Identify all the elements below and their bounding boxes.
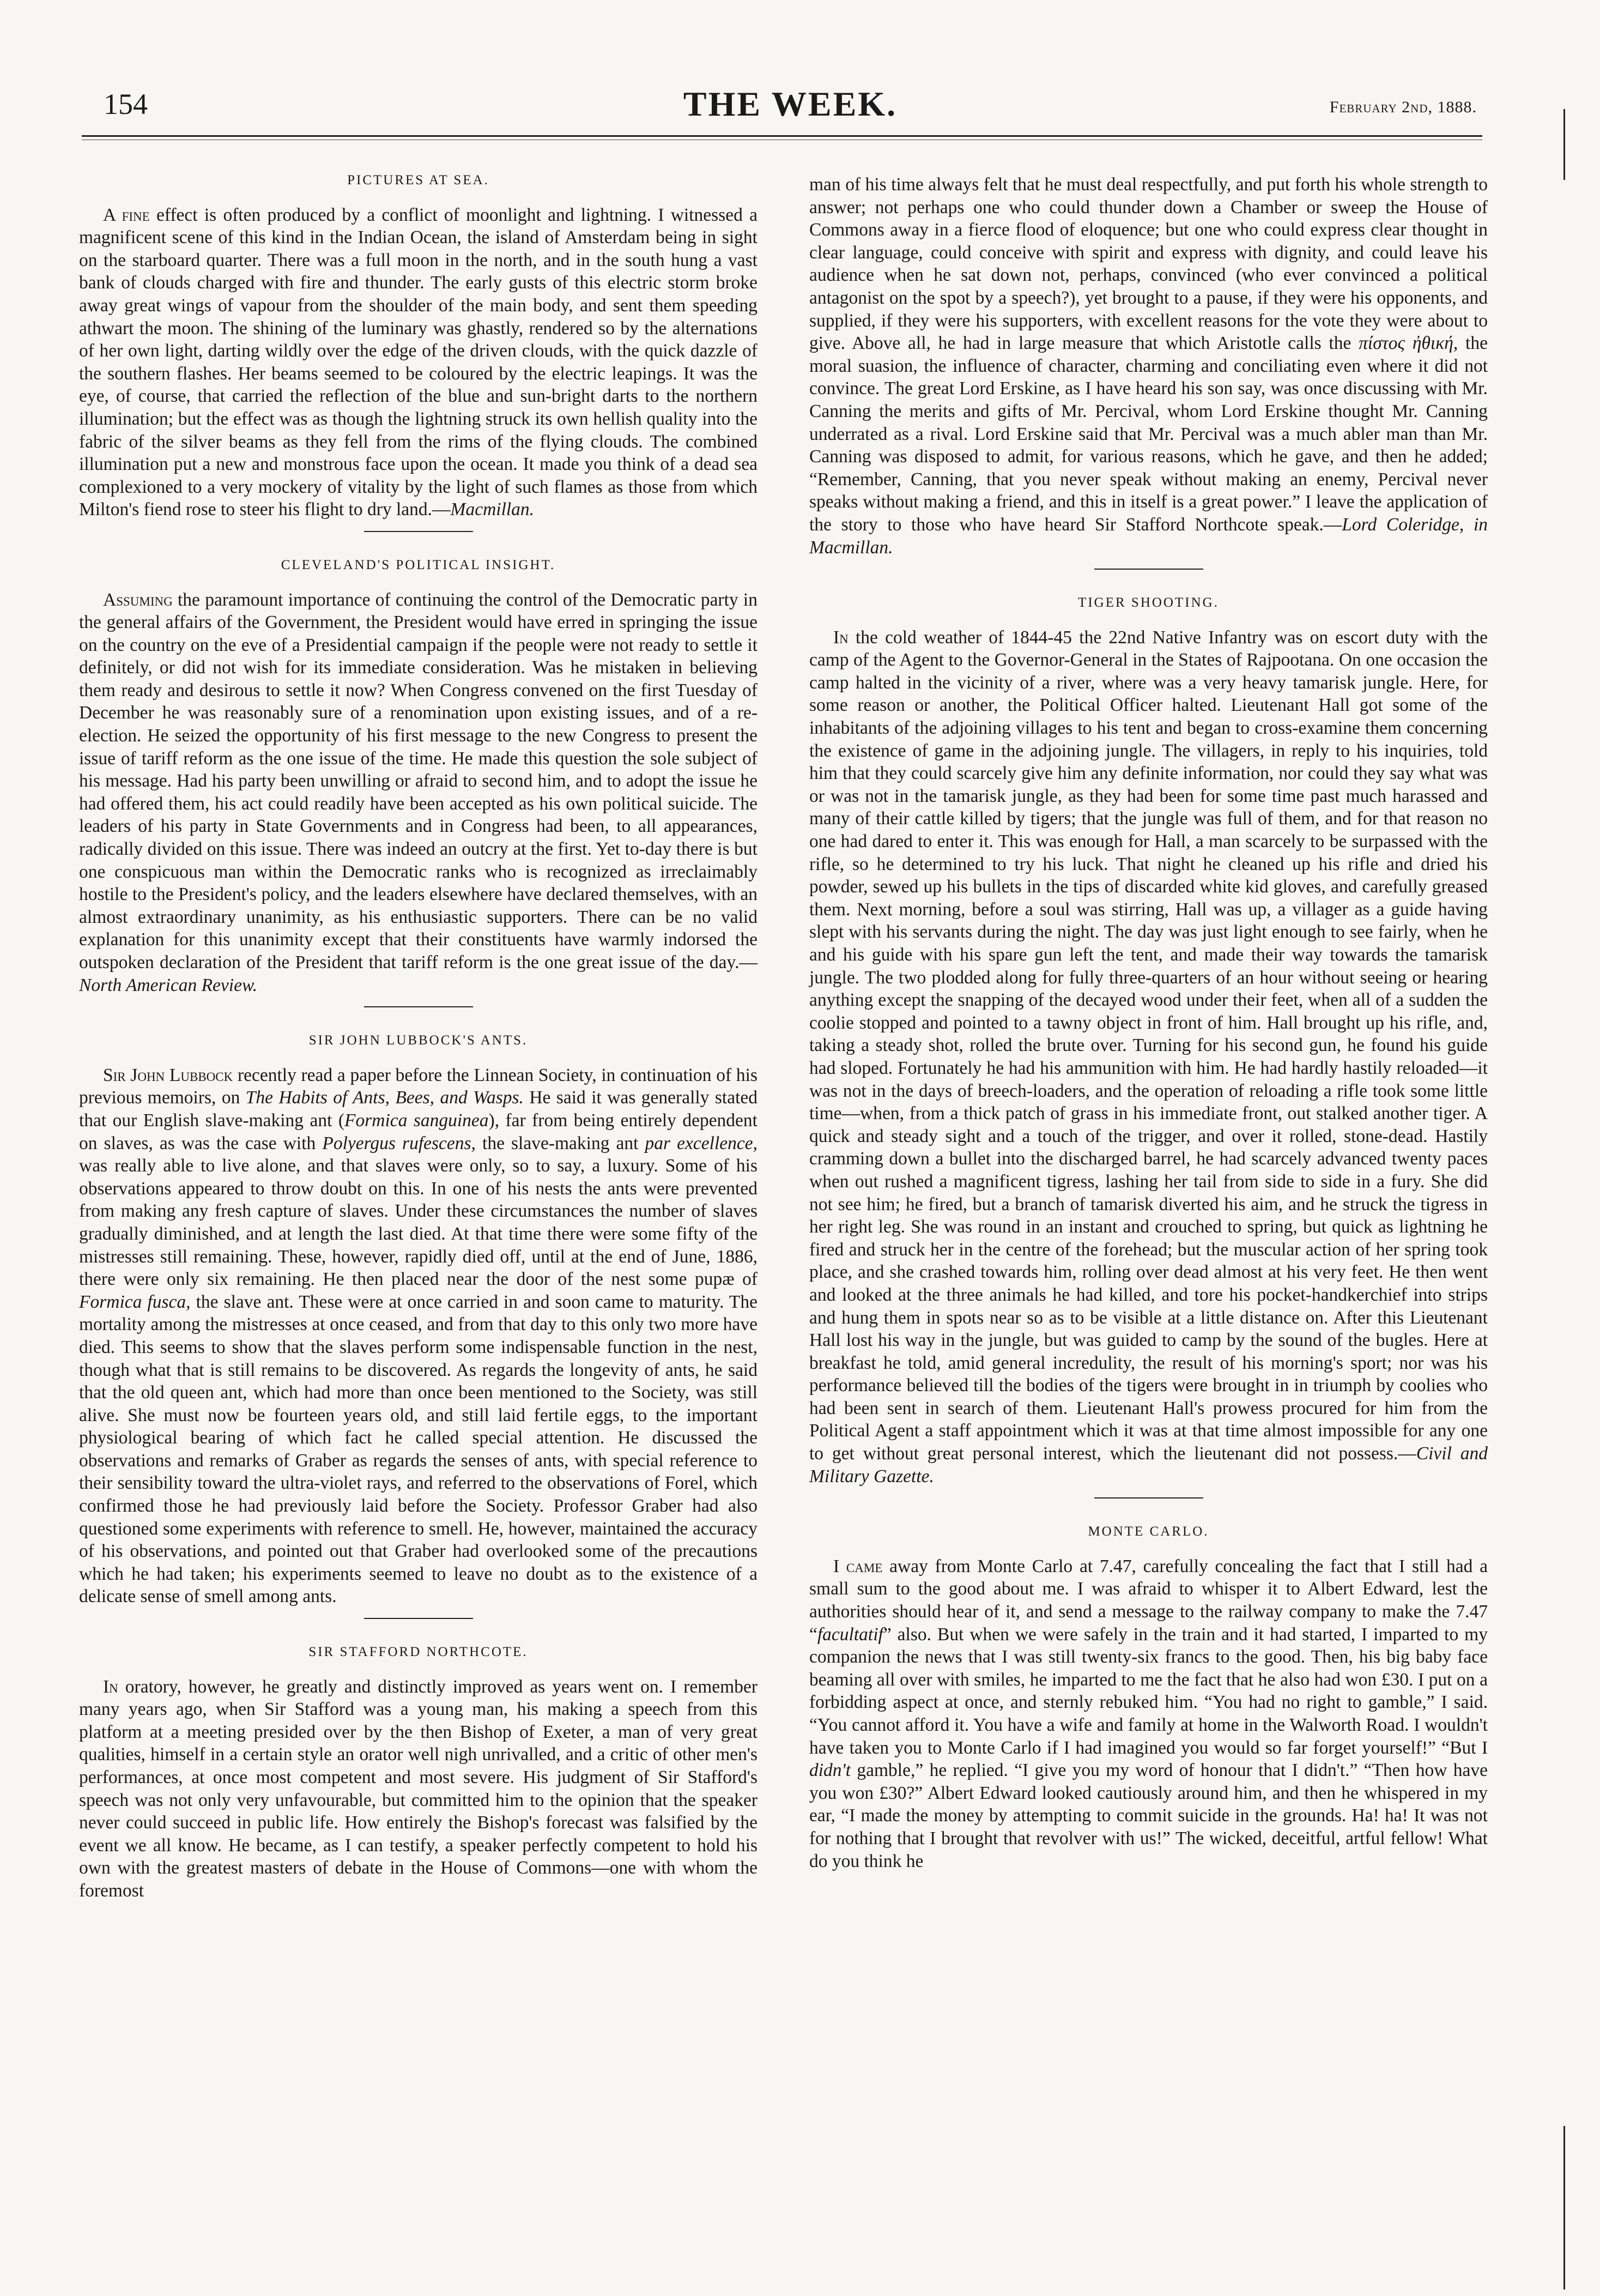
article-body	[79, 1064, 757, 1608]
article-lubbock	[79, 1029, 757, 1608]
italic-text: didn't	[809, 1760, 851, 1781]
source-citation: Lord Coleridge, in Macmillan.	[809, 514, 1488, 558]
page-header	[104, 82, 1477, 131]
italic-text: The Habits of Ants, Bees, and Wasps.	[245, 1087, 524, 1108]
article-separator	[364, 1006, 473, 1007]
article-body	[809, 173, 1488, 559]
article-title: CLEVELAND'S POLITICAL INSIGHT.	[281, 557, 556, 572]
body-text: He said it was generally stated that our English slave-making ant (	[79, 1087, 757, 1131]
source-citation: Civil and Military Gazette.	[809, 1443, 1488, 1487]
body-text: the moral suasion, the influence of character, charming and conciliating even where it did not convince. The great Lord Erskine, as I have heard his son say, was once discussing with Mr. Canning the merits and gifts of Mr. Percival, whom Lord Erskine thought Mr. Canning underrated as a rival. Lord Erskine said that Mr. Percival was a much abler man than Mr. Canning was disposed to admit, for various reasons, which he gave, and then he added; “Remember, Canning, that you never speak without making an enemy, Percival never speaks without making a friend, and this in itself is a great power.” I leave the application of the story to those who have heard Sir Stafford Northcote speak.—	[809, 333, 1488, 535]
lead-words: A fine	[103, 204, 150, 225]
greek-text: πίστος ἠθική,	[1359, 333, 1458, 354]
article-separator	[364, 1618, 473, 1619]
article-separator	[1094, 1497, 1203, 1499]
article-title: SIR JOHN LUBBOCK'S ANTS.	[308, 1033, 528, 1048]
italic-text: par excellence,	[645, 1133, 757, 1153]
page-edge-mark	[1563, 2126, 1565, 2289]
lead-words: I came	[833, 1556, 883, 1576]
body-text: the slave-making ant	[475, 1133, 645, 1153]
article-northcote	[79, 1641, 757, 1902]
body-text: man of his time always felt that he must deal respectfully, and put forth his whole strength to answer; not perhaps one who could thunder down a Chamber or sweep the House of Commons away in a fierce flood of eloquence; but one who could express clear thought in clear language, could conceive with spirit and express with dignity, and could leave his audience when he sat down not, perhaps, convinced (who ever convinced a political antagonist on the spot by a speech?), yet brought to a pause, if they were his opponents, and supplied, if they were his supporters, with excellent reasons for the vote they were about to give. Above all, he had in large measure that which Aristotle calls the	[809, 174, 1488, 354]
source-citation: Macmillan.	[450, 499, 535, 520]
article-body	[809, 1555, 1488, 1872]
body-text: away from Monte Carlo at 7.47, carefully concealing the fact that I still had a small sum to the good about me. I was afraid to whisper it to Albert Edward, lest the authorities should hear of it, and send a message to the railway company to make the 7.47 “	[809, 1556, 1488, 1645]
lead-words: Sir John Lubbock	[103, 1065, 233, 1085]
article-tiger-shooting	[809, 591, 1488, 1488]
body-text: was really able to live alone, and that slaves were only, so to say, a luxury. Some of his observations appeared to throw doubt on this. In one of his nests the ants were prevented from making any fresh capture of slaves. Under these circumstances the number of slaves gradually diminished, and at length the last died. At that time there were some fifty of the mistresses still remaining. These, however, rapidly died off, until at the end of June, 1886, there were only six remaining. He then placed near the door of the nest some pupæ of	[79, 1156, 757, 1290]
lead-words: Assuming	[103, 589, 173, 610]
body-text: gamble,” he replied. “I give you my word of honour that I didn't.” “Then how have you won £30?” Albert Edward looked cautiously around him, and then he whispered in my ear, “I made the money by attempting to commit suicide in the grounds. Ha! ha! It was not for nothing that I brought that revolver with us!” The wicked, deceitful, artful fellow! What do you think he	[809, 1760, 1488, 1871]
body-text: ), far from being entirely dependent on slaves, as was the case with	[79, 1110, 757, 1153]
header-rule	[82, 135, 1482, 137]
article-monte-carlo	[809, 1520, 1488, 1872]
article-title: PICTURES AT SEA.	[347, 173, 489, 188]
body-text: the cold weather of 1844-45 the 22nd Native Infantry was on escort duty with the camp of the Agent to the Governor-General in the States of Rajpootana. On one occasion the camp halted in the vicinity of a river, where was a very heavy tamarisk jungle. Here, for some reason or another, the Political Officer halted. Lieutenant Hall got some of the inhabitants of the adjoining villages to his tent and began to cross-examine them concerning the existence of game in the adjoining jungle. The villagers, in reply to his inquiries, told him that they could scarcely give him any definite information, nor could they say what was or was not in the tamarisk jungle, as they had been for some time past much harassed and many of their cattle killed by tigers; that the jungle was full of them, and for that reason no one had dared to enter it. This was enough for Hall, a man scarcely to be surpassed with the rifle, so he determined to try his luck. That night he cleaned up his rifle and dried his powder, sewed up his bullets in the tips of discarded white kid gloves, and carefully greased them. Next morning, before a soul was stirring, Hall was up, a villager as a guide having slept with his servants during the night. The day was just light enough to see fairly, when he and his guide with his spare gun left the tent, and made their way towards the tamarisk jungle. The two plodded along for fully three-quarters of an hour without seeing or hearing anything except the snapping of the decayed wood under their feet, when all of a sudden the coolie stopped and pointed to a tawny object in front of him. Hall brought up his rifle, and, taking a steady shot, rolled the brute over. Turning for his second gun, he found his guide had sloped. Fortunately he had his ammunition with him. He had hardly hastily reloaded—it was not in the days of breech-loaders, and the operation of reloading a rifle took some little time—when, from a thick patch of grass in his immediate front, out stalked another tiger. A quick and steady sight and a touch of the trigger, and over it rolled, stone-dead. Hastily cramming down a bullet into the discharged barrel, he had scarcely advanced twenty paces when out rushed a magnificent tigress, lashing her tail from side to side in a fury. She did not see him; he fired, but a branch of tamarisk diverted his aim, and he struck the tigress in her right leg. She was round in an instant and crouched to spring, but quick as lightning he fired and struck her in the centre of the forehead; but the muscular action of her spring took place, and she crashed towards him, rolling over dead almost at his very feet. He then went and looked at the three animals he had killed, and tore his pocket-handkerchief into strips and hung them in spots near so as to be visible at a little distance on. After this Lieutenant Hall lost his way in the jungle, but was guided to camp by the sound of the bugles. Here at breakfast he told, amid general incredulity, the result of his morning's sport; nor was his performance believed till the bodies of the tigers were brought in in triumph by coolies who had been sent in search of them. Lieutenant Hall's prowess procured for him from the Political Agent a staff appointment which it was at that time almost impossible for any one to get without great personal interest, which the lieutenant did not possess.—	[809, 627, 1488, 1464]
body-text: ” also. But when we were safely in the train and it had started, I imparted to my companion the news that I was still twenty-six francs to the good. Then, his big baby face beaming all over with smiles, he imparted to me the fact that he also had won £30. I put on a forbidding aspect at once, and sternly rebuked him. “You had no right to gamble,” I said. “You cannot afford it. You have a wife and family at home in the Walworth Road. I wouldn't have taken you to Monte Carlo if I had imagined you would so far forget yourself!” “But I	[809, 1624, 1488, 1758]
issue-date: February 2nd, 1888.	[1329, 98, 1477, 116]
right-column	[809, 173, 1488, 1872]
body-text: effect is often produced by a conflict of moonlight and lightning. I witnessed a magnificent scene of this kind in the Indian Ocean, the island of Amsterdam being in sight on the starboard quarter. There was a full moon in the north, and in the south hung a vast bank of clouds charged with fire and thunder. The early gusts of this electric storm broke away great wings of vapour from the shoulder of the main body, and sent them speeding athwart the moon. The shining of the luminary was ghastly, rendered so by the alternations of her own light, darting wildly over the edge of the driven clouds, with the quick dazzle of the southern flashes. Her beams seemed to be coloured by the electric leapings. It was the eye, of course, that carried the reflection of the blue and sun-bright darts to the northern illumination; but the effect was as though the lightning struck its own hellish quality into the fabric of the silver beams as they fell from the rims of the flying clouds. The combined illumination put a new and monstrous face upon the ocean. It made you think of a dead sea complexioned to a very mockery of vitality by the light of such flames as those from which Milton's fiend rose to steer his flight to dry land.—	[79, 204, 757, 520]
left-column	[79, 158, 757, 1902]
page-number: 154	[104, 88, 148, 120]
body-text: oratory, however, he greatly and distinctly improved as years went on. I remember many years ago, when Sir Stafford was a young man, his making a speech from this platform at a meeting presided over by the then Bishop of Exeter, a man of very great qualities, himself in a certain style an orator well nigh unrivalled, and a critic of other men's performances, at once most competent and most severe. His judgment of Sir Stafford's speech was not only very unfavourable, but committed him to the opinion that the speaker never could succeed in public life. How entirely the Bishop's forecast was falsified by the event we all know. He became, as I can testify, a speaker perfectly competent to hold his own with the greatest masters of debate in the House of Commons—one with whom the foremost	[79, 1676, 757, 1901]
body-text: recently read a paper before the Linnean Society, in continuation of his previous memoirs, on	[79, 1065, 757, 1108]
article-northcote-continued	[809, 173, 1488, 559]
article-title: TIGER SHOOTING.	[1078, 595, 1219, 611]
article-title: SIR STAFFORD NORTHCOTE.	[308, 1645, 528, 1660]
source-citation: North American Review.	[79, 975, 258, 995]
italic-text: Formica sanguinea	[344, 1110, 489, 1131]
italic-text: facultatif	[817, 1624, 883, 1645]
body-text: the paramount importance of continuing the control of the Democratic party in the general affairs of the Government, the President would have erred in springing the issue on the country on the eve of a Presidential campaign if the people were not ready to settle it definitely, or did not wish for its immediate consideration. Was he mistaken in believing them ready and desirous to settle it now? When Congress convened on the first Tuesday of December he was reasonably sure of a renomination upon existing issues, and of a re-election. He seized the opportunity of his first message to the new Congress to present the issue of tariff reform as the one issue of the time. He made this question the sole subject of his message. Had his party been unwilling or afraid to second him, and to adopt the issue he had offered them, his act could readily have been accepted as his own political suicide. The leaders of his party in State Governments and in Congress had been, to all appearances, radically divided on this issue. There was indeed an outcry at the first. Yet to-day there is but one conspicuous man within the Democratic ranks who is recognized as irreclaimably hostile to the President's policy, and the leaders elsewhere have declared themselves, with an almost extraordinary unanimity, as his enthusiastic supporters. There can be no valid explanation for this unanimity except that their constituents have warmly indorsed the outspoken declaration of the President that tariff reform is the one great issue of the day.—	[79, 589, 757, 972]
italic-text: Polyergus rufescens,	[322, 1133, 476, 1153]
page-edge-mark	[1563, 109, 1565, 180]
article-body	[809, 626, 1488, 1488]
article-pictures-at-sea	[79, 169, 757, 521]
article-body	[79, 204, 757, 521]
article-cleveland	[79, 554, 757, 996]
article-body	[79, 589, 757, 997]
journal-title: THE WEEK.	[683, 84, 898, 123]
lead-words: In	[833, 627, 849, 648]
article-separator	[364, 531, 473, 532]
article-separator	[1094, 569, 1203, 570]
article-title: MONTE CARLO.	[1088, 1524, 1209, 1539]
article-body	[79, 1676, 757, 1902]
body-text: the slave ant. These were at once carried in and soon came to maturity. The mortality among the mistresses at once ceased, and from that day to this only two more have died. This seems to show that the slaves perform some indispensable function in the nest, though what that is still remains to be discovered. As regards the longevity of ants, he said that the old queen ant, which had more than once been mentioned to the Society, was still alive. She must now be fourteen years old, and still laid fertile eggs, to the important physiological bearing of which fact he called special attention. He discussed the observations and remarks of Graber as regards the senses of ants, with special reference to their sensibility toward the ultra-violet rays, and referred to the observations of Forel, which confirmed those he had previously laid before the Society. Professor Graber had also questioned some experiments with reference to smell. He, however, maintained the accuracy of his observations, and pointed out that Graber had overlooked some of the precautions which he had taken; his experiments seemed to leave no doubt as to the existence of a delicate sense of smell among ants.	[79, 1291, 757, 1607]
italic-text: Formica fusca,	[79, 1291, 191, 1312]
lead-words: In	[103, 1676, 118, 1697]
